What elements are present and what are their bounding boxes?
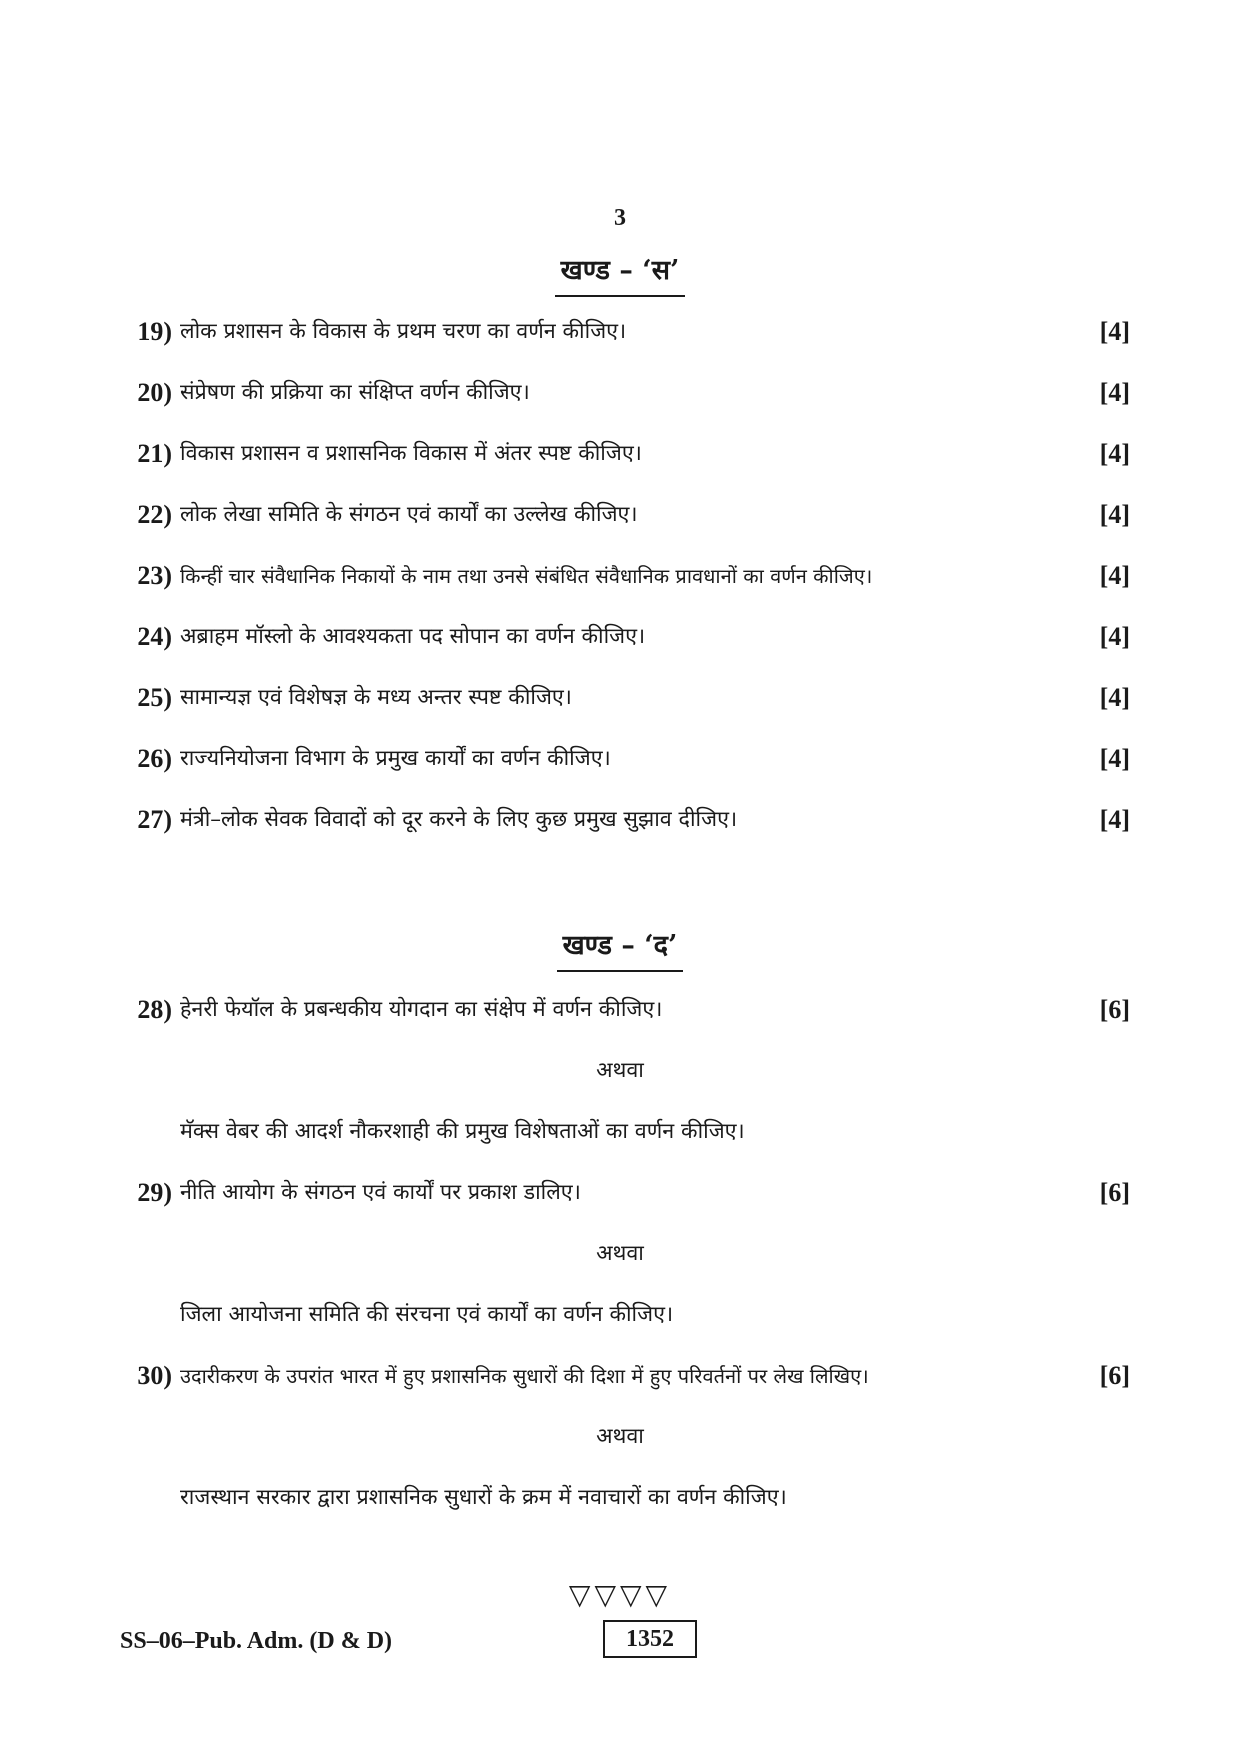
question-19: [120, 314, 1130, 350]
alternative-question-29: जिला आयोजना समिति की संरचना एवं कार्यों का वर्णन कीजिए।: [180, 1302, 674, 1327]
question-number: 24): [137, 622, 172, 651]
question-marks: [4]: [1099, 439, 1130, 468]
question-21: [120, 436, 1130, 472]
question-marks: [4]: [1099, 500, 1130, 529]
question-number: 25): [137, 683, 172, 712]
question-23: [120, 558, 1130, 594]
question-24: [120, 619, 1130, 655]
question-text: अब्राहम मॉस्लो के आवश्यकता पद सोपान का वर्णन कीजिए।: [180, 624, 646, 649]
page-number: 3: [614, 205, 626, 231]
question-text: किन्हीं चार संवैधानिक निकायों के नाम तथा उनसे संबंधित संवैधानिक प्रावधानों का वर्णन कीजिए।: [180, 564, 873, 588]
section-d-title: [0, 925, 1240, 972]
alternative-question-28: मॅक्स वेबर की आदर्श नौकरशाही की प्रमुख विशेषताओं का वर्णन कीजिए।: [180, 1119, 745, 1144]
question-number: 30): [137, 1361, 172, 1390]
question-number: 21): [137, 439, 172, 468]
question-text: उदारीकरण के उपरांत भारत में हुए प्रशासनिक सुधारों की दिशा में हुए परिवर्तनों पर लेख लिखिए।: [180, 1364, 869, 1388]
paper-box-code: 1352: [603, 1620, 697, 1658]
question-text: संप्रेषण की प्रक्रिया का संक्षिप्त वर्णन कीजिए।: [180, 380, 530, 405]
or-label: अथवा: [596, 1058, 644, 1083]
question-22: [120, 497, 1130, 533]
question-text: नीति आयोग के संगठन एवं कार्यों पर प्रकाश डालिए।: [180, 1180, 581, 1205]
question-25: [120, 680, 1130, 716]
paper-code: SS–06–Pub. Adm. (D & D): [120, 1628, 393, 1654]
question-marks: [4]: [1099, 378, 1130, 407]
question-number: 29): [137, 1178, 172, 1207]
question-marks: [4]: [1099, 744, 1130, 773]
question-number: 27): [137, 805, 172, 834]
question-marks: [4]: [1099, 683, 1130, 712]
question-marks: [6]: [1099, 995, 1130, 1024]
question-text: मंत्री–लोक सेवक विवादों को दूर करने के लिए कुछ प्रमुख सुझाव दीजिए।: [180, 807, 738, 832]
question-text: हेनरी फेयॉल के प्रबन्धकीय योगदान का संक्षेप में वर्णन कीजिए।: [180, 997, 663, 1022]
or-label: अथवा: [596, 1241, 644, 1266]
question-27: [120, 802, 1130, 838]
question-number: 28): [137, 995, 172, 1024]
question-text: लोक प्रशासन के विकास के प्रथम चरण का वर्णन कीजिए।: [180, 319, 627, 344]
section-d-title-text: खण्ड – ‘द’: [557, 925, 684, 972]
alternative-question-30: राजस्थान सरकार द्वारा प्रशासनिक सुधारों के क्रम में नवाचारों का वर्णन कीजिए।: [180, 1485, 787, 1510]
end-of-paper-marks: ▽▽▽▽: [568, 1578, 672, 1611]
question-marks: [6]: [1099, 1361, 1130, 1390]
question-26: [120, 741, 1130, 777]
or-label: अथवा: [596, 1424, 644, 1449]
question-marks: [6]: [1099, 1178, 1130, 1207]
question-marks: [4]: [1099, 622, 1130, 651]
question-number: 26): [137, 744, 172, 773]
question-20: [120, 375, 1130, 411]
question-30: [120, 1358, 1130, 1394]
section-c-title: [0, 250, 1240, 297]
question-number: 23): [137, 561, 172, 590]
question-marks: [4]: [1099, 561, 1130, 590]
question-28: [120, 992, 1130, 1028]
question-text: राज्यनियोजना विभाग के प्रमुख कार्यों का वर्णन कीजिए।: [180, 746, 611, 771]
question-number: 22): [137, 500, 172, 529]
question-text: लोक लेखा समिति के संगठन एवं कार्यों का उल्लेख कीजिए।: [180, 502, 638, 527]
question-number: 20): [137, 378, 172, 407]
question-29: [120, 1175, 1130, 1211]
question-number: 19): [137, 317, 172, 346]
question-text: विकास प्रशासन व प्रशासनिक विकास में अंतर स्पष्ट कीजिए।: [180, 441, 642, 466]
section-c-title-text: खण्ड – ‘स’: [555, 250, 686, 297]
question-marks: [4]: [1099, 805, 1130, 834]
question-marks: [4]: [1099, 317, 1130, 346]
question-text: सामान्यज्ञ एवं विशेषज्ञ के मध्य अन्तर स्पष्ट कीजिए।: [180, 685, 572, 710]
